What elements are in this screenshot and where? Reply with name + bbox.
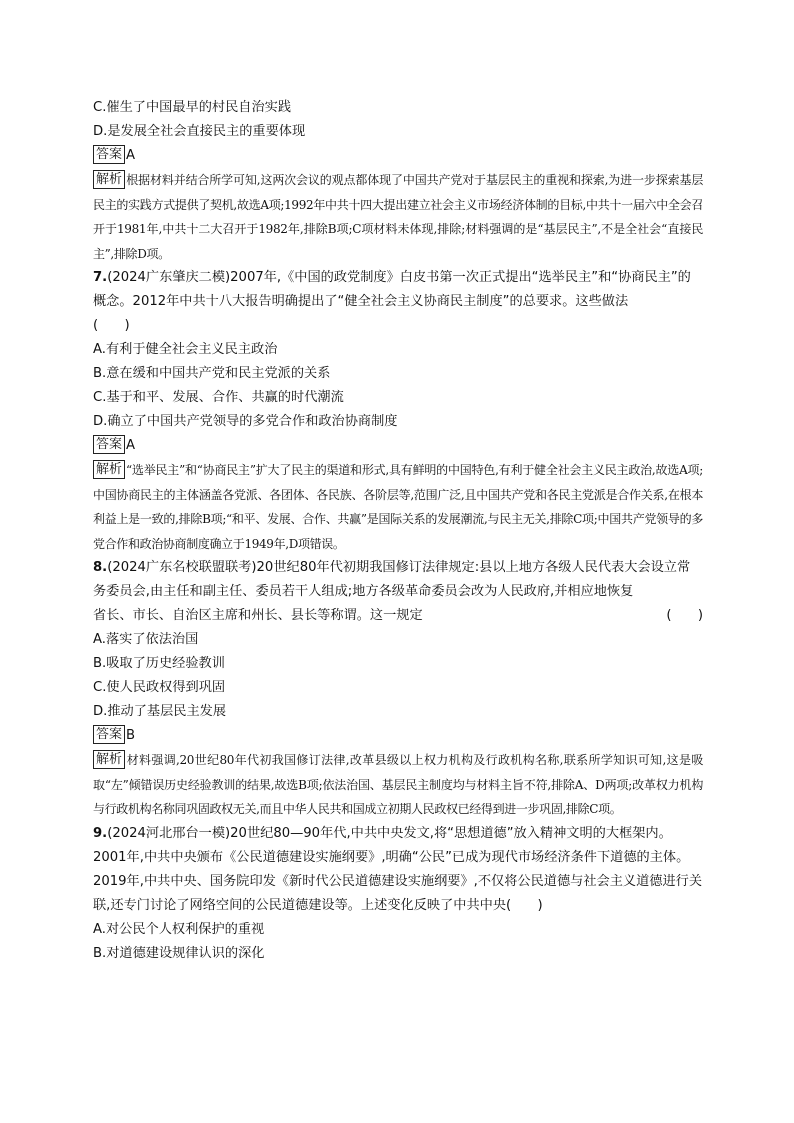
option-b: B.对道德建设规律认识的深化 <box>93 945 265 961</box>
question-7 <box>93 266 703 314</box>
answer-bracket: ( ) <box>93 318 130 333</box>
option-d: D.是发展全社会直接民主的重要体现 <box>93 124 306 139</box>
explanation-tag: 解析 <box>93 750 125 769</box>
answer-bracket: ( ) <box>666 608 703 623</box>
explanation <box>93 748 703 822</box>
answer-tag: 答案 <box>93 145 125 164</box>
question-stem: (2024广东名校联盟联考)20世纪80年代初期我国修订法律规定:县以上地方各级人民代表大会设立常务委员会,由主任和副主任、委员若干人组成;地方各级革命委员会改为人民政府,并相应地恢复 <box>93 560 691 599</box>
explanation-text: 根据材料并结合所学可知,这两次会议的观点都体现了中国共产党对于基层民主的重视和探索,为进一步探索基层民主的实践方式提供了契机,故选A项;1992年中共十四大提出建立社会主义市场经济体制的目标,中共十一届六中全会召开于1981年,中共十二大召开于1982年,排除B项;C项材料未体现,排除;材料强调的是“基层民主”,不是全社会“直接民主”,排除D项。 <box>93 173 703 261</box>
answer-tag: 答案 <box>93 725 125 744</box>
document-body <box>93 96 703 966</box>
question-number: 7. <box>93 270 108 285</box>
question-9 <box>93 822 703 918</box>
answer-value: B <box>126 728 136 743</box>
option-a: A.有利于健全社会主义民主政治 <box>93 342 278 357</box>
question-stem-last-line <box>93 604 703 628</box>
option-b: B.吸取了历史经验教训 <box>93 656 225 671</box>
option-c: C.基于和平、发展、合作、共赢的时代潮流 <box>93 390 344 405</box>
question-stem-end: 省长、市长、自治区主席和州长、县长等称谓。这一规定 <box>93 608 423 623</box>
question-stem: (2024广东肇庆二模)2007年,《中国的政党制度》白皮书第一次正式提出“选举民主”和“协商民主”的概念。2012年中共十八大报告明确提出了“健全社会主义协商民主制度”的总要求。这些做法 <box>93 270 691 309</box>
question-stem: (2024河北邢台一模)20世纪80—90年代,中共中央发文,将“思想道德”放入精神文明的大框架内。2001年,中共中央颁布《公民道德建设实施纲要》,明确“公民”已成为现代市场经济条件下道德的主体。2019年,中共中央、国务院印发《新时代公民道德建设实施纲要》,不仅将公民道德与社会主义道德进行关联,还专门讨论了网络空间的公民道德建设等。上述变化反映了中共中央( ) <box>93 825 703 913</box>
answer-line <box>93 144 703 168</box>
question-number: 8. <box>93 560 108 575</box>
explanation-tag: 解析 <box>93 170 125 189</box>
option-c: C.催生了中国最早的村民自治实践 <box>93 100 292 115</box>
answer-line <box>93 434 703 458</box>
explanation-text: “选举民主”和“协商民主”扩大了民主的渠道和形式,具有鲜明的中国特色,有利于健全社会主义民主政治,故选A项;中国协商民主的主体涵盖各党派、各团体、各民族、各阶层等,范围广泛,且中国共产党和各民主党派是合作关系,在根本利益上是一致的,排除B项;“和平、发展、合作、共赢”是国际关系的发展潮流,与民主无关,排除C项;中国共产党领导的多党合作和政治协商制度确立于1949年,D项错误。 <box>93 463 703 551</box>
option-d: D.确立了中国共产党领导的多党合作和政治协商制度 <box>93 414 398 429</box>
answer-tag: 答案 <box>93 435 125 454</box>
answer-line <box>93 724 703 748</box>
option-a: A.对公民个人权利保护的重视 <box>93 921 265 937</box>
answer-value: A <box>126 148 136 163</box>
question-8 <box>93 556 703 604</box>
option-a: A.落实了依法治国 <box>93 632 199 647</box>
explanation-tag: 解析 <box>93 460 125 479</box>
option-d: D.推动了基层民主发展 <box>93 704 227 719</box>
option-c: C.使人民政权得到巩固 <box>93 680 226 695</box>
option-b: B.意在缓和中国共产党和民主党派的关系 <box>93 366 331 381</box>
explanation <box>93 458 703 556</box>
answer-value: A <box>126 438 136 453</box>
question-number: 9. <box>93 825 108 841</box>
explanation-text: 材料强调,20世纪80年代初我国修订法律,改革县级以上权力机构及行政机构名称,联系所学知识可知,这是吸取“左”倾错误历史经验教训的结果,故选B项;依法治国、基层民主制度均与材料主旨不符,排除A、D两项;改革权力机构与行政机构名称同巩固政权无关,而且中华人民共和国成立初期人民政权已经得到进一步巩固,排除C项。 <box>93 753 703 816</box>
explanation <box>93 168 703 266</box>
